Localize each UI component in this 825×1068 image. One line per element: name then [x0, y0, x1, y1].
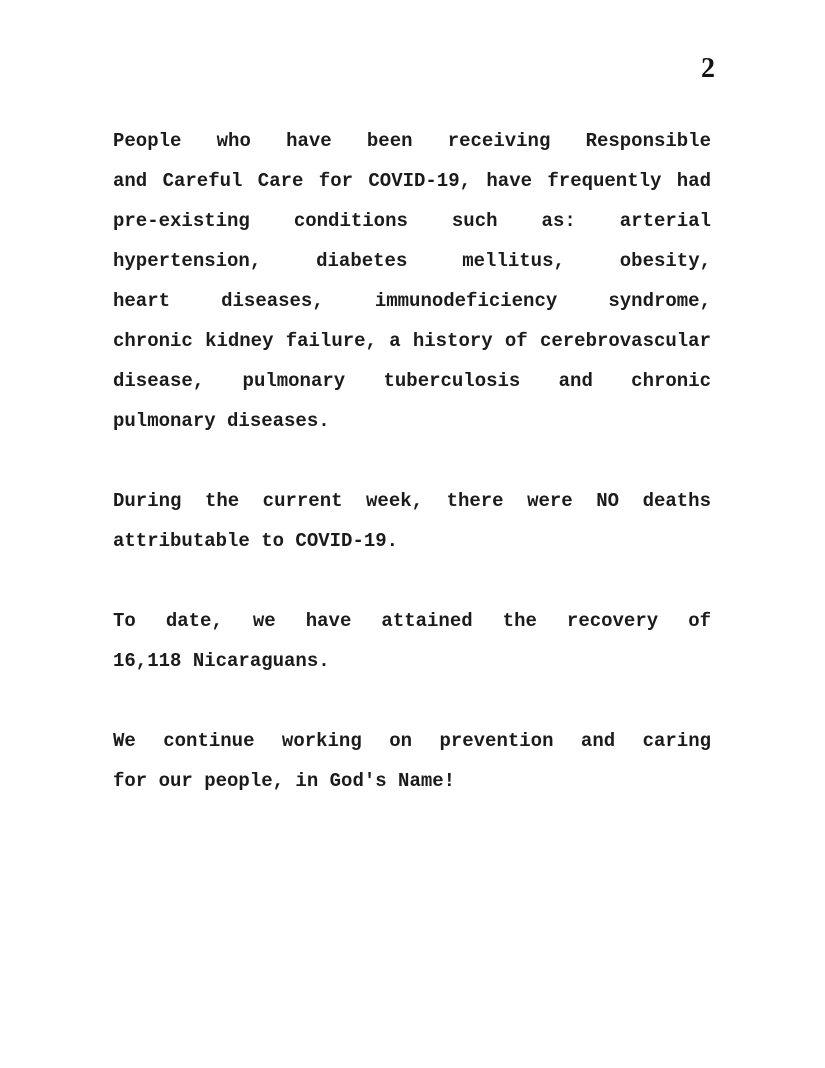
text-line: chronic kidney failure, a history of cerebrovascular: [113, 330, 711, 352]
text-line: and Careful Care for COVID-19, have frequently had: [113, 170, 711, 192]
text-line: pulmonary diseases.: [113, 410, 330, 432]
text-line: attributable to COVID-19.: [113, 530, 399, 552]
text-line: People who have been receiving Responsible: [113, 130, 711, 152]
text-line: hypertension, diabetes mellitus, obesity,: [113, 250, 711, 272]
text-line: heart diseases, immunodeficiency syndrome,: [113, 290, 711, 312]
text-line: 16,118 Nicaraguans.: [113, 650, 330, 672]
text-line: During the current week, there were NO deaths: [113, 490, 711, 512]
text-line: for our people, in God's Name!: [113, 770, 456, 792]
text-line: To date, we have attained the recovery of: [113, 610, 711, 632]
text-line: We continue working on prevention and caring: [113, 730, 711, 752]
paragraph: [113, 721, 711, 801]
page-number: 2: [701, 53, 715, 84]
text-line: pre-existing conditions such as: arterial: [113, 210, 711, 232]
paragraph: [113, 121, 711, 441]
paragraph: [113, 601, 711, 681]
text-line: disease, pulmonary tuberculosis and chronic: [113, 370, 711, 392]
document-body: [113, 121, 711, 841]
paragraph: [113, 481, 711, 561]
